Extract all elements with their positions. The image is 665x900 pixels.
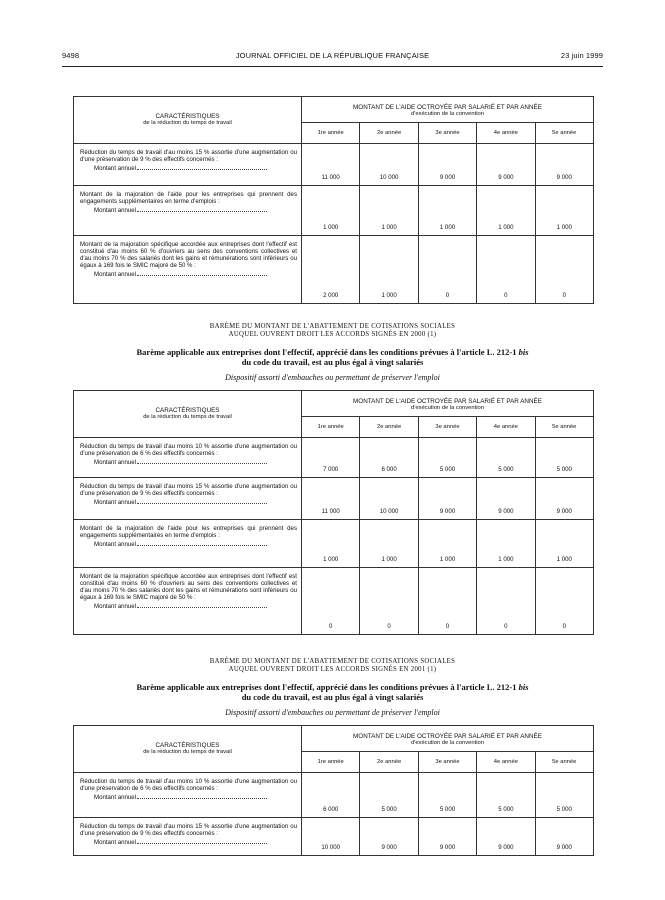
section-3-title <box>62 658 603 674</box>
year-header: 3e année <box>418 123 476 144</box>
value-cell: 1 000 <box>302 520 360 568</box>
section-2-title-line-2: AUQUEL OUVRENT DROIT LES ACCORDS SIGNÉS EN 2000 (1) <box>228 331 437 338</box>
value-cell: 10 000 <box>360 478 418 520</box>
year-header: 5e année <box>535 123 593 144</box>
montant-label: Montant annuel <box>94 839 137 846</box>
montant-label: Montant annuel <box>94 794 137 801</box>
value-cell: 7 000 <box>302 438 360 478</box>
value-cell: 6 000 <box>302 773 360 818</box>
value-cell: 11 000 <box>302 478 360 520</box>
table-row <box>74 144 594 186</box>
row-description: Montant de la majoration spécifique accordée aux entreprises dont l'effectif est constitué d'au moins 60 % d'ouvriers au sens des conventions collectives et d'au moins 70 % des salariés dont les gains et rémunérations sont inférieurs ou égaux à 169 fois le SMIC majoré de 50 % : <box>80 241 297 269</box>
row-description: Réduction du temps de travail d'au moins 15 % assortie d'une augmentation ou d'une préservation de 9 % des effectifs concernés : <box>80 823 297 837</box>
value-cell: 1 000 <box>360 236 418 304</box>
year-header: 2e année <box>360 123 418 144</box>
amount-header <box>302 97 594 123</box>
section-2-heading-line-2: du code du travail, est au plus égal à vingt salariés <box>241 357 424 367</box>
value-cell: 1 000 <box>418 186 476 236</box>
year-header: 2e année <box>360 417 418 438</box>
montant-label: Montant annuel <box>94 271 137 278</box>
value-cell: 9 000 <box>535 478 593 520</box>
table-row <box>74 478 594 520</box>
value-cell: 0 <box>535 236 593 304</box>
value-cell: 0 <box>360 568 418 635</box>
characteristics-header <box>74 97 302 144</box>
table-row <box>74 186 594 236</box>
row-description: Montant de la majoration spécifique accordée aux entreprises dont l'effectif est constitué d'au moins 60 % d'ouvriers au sens des conventions collectives et d'au moins 70 % des salariés dont les gains et rémunérations sont inférieurs ou égaux à 169 fois le SMIC majoré de 50 % : <box>80 573 297 601</box>
montant-label: Montant annuel <box>94 165 137 172</box>
value-cell: 5 000 <box>535 438 593 478</box>
page-number: 9498 <box>62 51 80 60</box>
table-row <box>74 236 594 304</box>
year-header: 4e année <box>477 417 535 438</box>
amount-title: MONTANT DE L'AIDE OCTROYÉE PAR SALARIÉ ET PAR ANNÉE <box>353 733 542 740</box>
value-cell: 9 000 <box>418 478 476 520</box>
value-cell: 0 <box>477 236 535 304</box>
year-header: 1re année <box>302 417 360 438</box>
montant-label: Montant annuel <box>94 499 137 506</box>
value-cell: 9 000 <box>477 818 535 856</box>
section-3-title-line-2: AUQUEL OUVRENT DROIT LES ACCORDS SIGNÉS EN 2001 (1) <box>228 666 437 673</box>
value-cell: 9 000 <box>360 818 418 856</box>
value-cell: 0 <box>418 568 476 635</box>
amount-subtitle: d'exécution de la convention <box>411 405 484 411</box>
value-cell: 10 000 <box>302 818 360 856</box>
value-cell: 5 000 <box>418 438 476 478</box>
year-header: 1re année <box>302 752 360 773</box>
value-cell: 5 000 <box>477 773 535 818</box>
montant-label: Montant annuel <box>94 603 137 610</box>
value-cell: 1 000 <box>418 520 476 568</box>
characteristics-title: CARACTÉRISTIQUES <box>155 113 220 120</box>
year-header: 1re année <box>302 123 360 144</box>
value-cell: 5 000 <box>477 438 535 478</box>
characteristics-subtitle: de la réduction du temps de travail <box>143 414 232 420</box>
characteristics-subtitle: de la réduction du temps de travail <box>143 120 232 126</box>
bis-text: bis <box>518 347 529 357</box>
table-3 <box>73 725 594 856</box>
value-cell: 1 000 <box>360 520 418 568</box>
value-cell: 0 <box>302 568 360 635</box>
row-description: Montant de la majoration de l'aide pour les entreprises qui prennent des engagements supplémentaires en terme d'emplois : <box>80 191 297 205</box>
value-cell: 5 000 <box>535 773 593 818</box>
value-cell: 1 000 <box>535 520 593 568</box>
table-row <box>74 818 594 856</box>
page-header <box>62 51 603 65</box>
montant-label: Montant annuel <box>94 459 137 466</box>
year-header: 3e année <box>418 752 476 773</box>
value-cell: 1 000 <box>302 186 360 236</box>
section-3-title-line-1: BARÈME DU MONTANT DE L'ABATTEMENT DE COTISATIONS SOCIALES <box>209 658 456 665</box>
value-cell: 6 000 <box>360 438 418 478</box>
bis-text: bis <box>518 682 529 692</box>
value-cell: 1 000 <box>477 186 535 236</box>
section-3-subheading: Dispositif assorti d'embauches ou permettant de préserver l'emploi <box>225 708 440 717</box>
value-cell: 1 000 <box>535 186 593 236</box>
value-cell: 0 <box>477 568 535 635</box>
montant-label: Montant annuel <box>94 541 137 548</box>
section-2-heading-line-1: Barème applicable aux entreprises dont l'effectif, apprécié dans les conditions prévues à l'article L. 212-1 <box>136 347 517 357</box>
header-rule <box>62 66 603 67</box>
value-cell: 9 000 <box>418 144 476 186</box>
value-cell: 5 000 <box>418 773 476 818</box>
year-header: 2e année <box>360 752 418 773</box>
row-description: Réduction du temps de travail d'au moins 15 % assortie d'une augmentation ou d'une préservation de 9 % des effectifs concernés : <box>80 149 297 163</box>
table-row <box>74 438 594 478</box>
year-header: 5e année <box>535 417 593 438</box>
value-cell: 11 000 <box>302 144 360 186</box>
row-description: Réduction du temps de travail d'au moins 10 % assortie d'une augmentation ou d'une préservation de 6 % des effectifs concernés : <box>80 778 297 792</box>
value-cell: 0 <box>535 568 593 635</box>
table-1 <box>73 96 594 304</box>
issue-date: 23 juin 1999 <box>560 51 603 60</box>
characteristics-header <box>74 726 302 773</box>
year-header: 3e année <box>418 417 476 438</box>
section-2-subheading: Dispositif assorti d'embauches ou permettant de préserver l'emploi <box>225 373 440 382</box>
amount-subtitle: d'exécution de la convention <box>411 740 484 746</box>
row-description: Montant de la majoration de l'aide pour les entreprises qui prennent des engagements supplémentaires en terme d'emplois : <box>80 525 297 539</box>
row-description: Réduction du temps de travail d'au moins 10 % assortie d'une augmentation ou d'une préservation de 6 % des effectifs concernés : <box>80 443 297 457</box>
characteristics-header <box>74 391 302 438</box>
value-cell: 9 000 <box>477 478 535 520</box>
characteristics-title: CARACTÉRISTIQUES <box>155 407 220 414</box>
year-header: 4e année <box>477 123 535 144</box>
value-cell: 9 000 <box>477 144 535 186</box>
amount-title: MONTANT DE L'AIDE OCTROYÉE PAR SALARIÉ ET PAR ANNÉE <box>353 104 542 111</box>
value-cell: 0 <box>418 236 476 304</box>
amount-subtitle: d'exécution de la convention <box>411 111 484 117</box>
section-2-title-line-1: BARÈME DU MONTANT DE L'ABATTEMENT DE COTISATIONS SOCIALES <box>209 323 456 330</box>
value-cell: 2 000 <box>302 236 360 304</box>
montant-label: Montant annuel <box>94 207 137 214</box>
row-description: Réduction du temps de travail d'au moins 15 % assortie d'une augmentation ou d'une préservation de 9 % des effectifs concernés : <box>80 483 297 497</box>
table-row <box>74 520 594 568</box>
year-header: 4e année <box>477 752 535 773</box>
value-cell: 1 000 <box>360 186 418 236</box>
value-cell: 9 000 <box>418 818 476 856</box>
table-row <box>74 568 594 635</box>
table-row <box>74 773 594 818</box>
section-3-heading-line-2: du code du travail, est au plus égal à vingt salariés <box>241 692 424 702</box>
value-cell: 9 000 <box>535 144 593 186</box>
amount-header <box>302 391 594 417</box>
value-cell: 1 000 <box>477 520 535 568</box>
characteristics-subtitle: de la réduction du temps de travail <box>143 749 232 755</box>
value-cell: 10 000 <box>360 144 418 186</box>
year-header: 5e année <box>535 752 593 773</box>
section-3-heading-line-1: Barème applicable aux entreprises dont l'effectif, apprécié dans les conditions prévues à l'article L. 212-1 <box>136 682 517 692</box>
value-cell: 9 000 <box>535 818 593 856</box>
section-2-heading <box>62 347 603 367</box>
section-2-title <box>62 323 603 339</box>
amount-title: MONTANT DE L'AIDE OCTROYÉE PAR SALARIÉ ET PAR ANNÉE <box>353 398 542 405</box>
journal-title: JOURNAL OFFICIEL DE LA RÉPUBLIQUE FRANÇAISE <box>235 51 430 60</box>
table-2 <box>73 390 594 635</box>
amount-header <box>302 726 594 752</box>
value-cell: 5 000 <box>360 773 418 818</box>
section-3-heading <box>62 682 603 702</box>
characteristics-title: CARACTÉRISTIQUES <box>155 742 220 749</box>
